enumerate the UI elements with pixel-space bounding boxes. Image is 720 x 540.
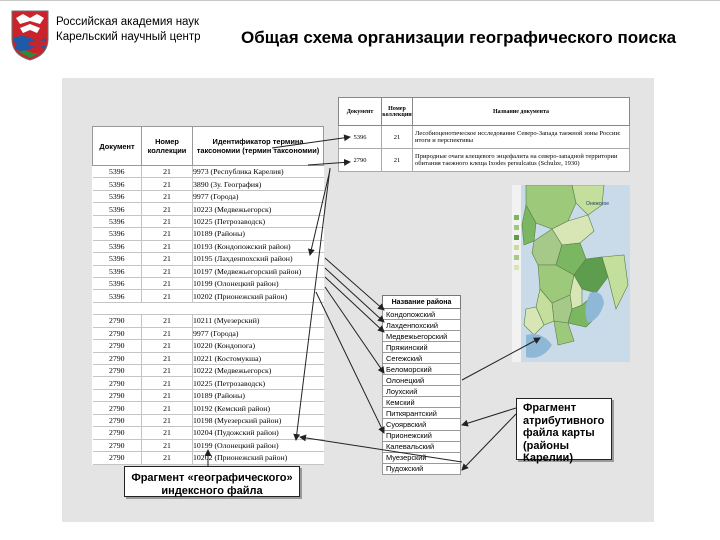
table-row: [93, 340, 324, 352]
table-row: [93, 452, 324, 464]
table-row: [93, 190, 324, 202]
term-cell: 10225 (Петрозаводск): [193, 377, 324, 389]
term-cell: 10195 (Лахденпохский район): [193, 253, 324, 265]
term-cell: 10204 (Пудожский район): [193, 427, 324, 439]
organization-name: [56, 15, 201, 45]
callout-line: Карелии): [523, 452, 573, 464]
map-file-callout: [516, 398, 612, 464]
map-legend-strip: [512, 185, 521, 362]
doc-cell: 5396: [93, 240, 142, 252]
table-row: [93, 290, 324, 302]
term-cell: 10221 (Костомукша): [193, 352, 324, 364]
district-name: Суоярвский: [383, 419, 461, 430]
doc-cell: 2790: [93, 377, 142, 389]
callout-line: атрибутивного: [523, 414, 605, 427]
karelia-districts-map: [512, 185, 630, 362]
coll-cell: 21: [142, 290, 193, 302]
district-table: [382, 295, 461, 475]
coll-cell: 21: [142, 377, 193, 389]
name-cell: Природные очаги клещевого энцефалита на северо-западной территории обитания таежного клеща Ixodes persulcatus (Schulze, 1930): [413, 149, 630, 172]
doc-cell: 5396: [93, 265, 142, 277]
district-name: Медвежьегорский: [383, 331, 461, 342]
term-cell: 10222 (Медвежьегорск): [193, 365, 324, 377]
document-table-header: [339, 98, 630, 126]
list-item: [383, 441, 461, 452]
list-item: [383, 342, 461, 353]
doc-cell: 5396: [93, 215, 142, 227]
district-name: Беломорский: [383, 364, 461, 375]
index-file-callout: [124, 466, 300, 497]
table-row: [93, 427, 324, 439]
coll-cell: 21: [142, 414, 193, 426]
list-item: [383, 353, 461, 364]
district-name: Пряжинский: [383, 342, 461, 353]
callout-line: (районы: [523, 439, 570, 452]
table-row: [339, 149, 630, 172]
name-col-header: Название документа: [413, 98, 630, 126]
district-name: Пудожский: [383, 463, 461, 474]
table-row: [93, 178, 324, 190]
doc-cell: 2790: [93, 352, 142, 364]
table-row: [93, 166, 324, 178]
page-title: Общая схема организации географического поиска: [241, 28, 677, 47]
doc-cell: 2790: [339, 149, 382, 172]
doc-cell: 5396: [93, 203, 142, 215]
district-name: Питкярантский: [383, 408, 461, 419]
district-name: Прионежский: [383, 430, 461, 441]
index-table: [92, 126, 324, 465]
district-rows: [383, 309, 461, 475]
term-cell: 10199 (Олонецкий район): [193, 277, 324, 289]
table-row: [93, 439, 324, 451]
list-item: [383, 364, 461, 375]
term-cell: 10198 (Муезерский район): [193, 414, 324, 426]
doc-cell: 5396: [93, 290, 142, 302]
term-cell: 9973 (Республика Карелия): [193, 166, 324, 178]
coll-col-header: Номер коллекции: [382, 98, 413, 126]
callout-line: Фрагмент: [523, 402, 577, 414]
table-row: [93, 203, 324, 215]
name-cell: Лесобиоценотическое исследование Северо-Запада таежной зоны России: итоги и перспективы: [413, 126, 630, 149]
org-line-1: Российская академия наук: [56, 16, 200, 28]
list-item: [383, 397, 461, 408]
doc-cell: 2790: [93, 414, 142, 426]
coll-cell: 21: [142, 427, 193, 439]
term-cell: 10220 (Кондопога): [193, 340, 324, 352]
list-item: [383, 430, 461, 441]
index-file-callout-text: Фрагмент «географического» индексного файла: [131, 472, 293, 497]
doc-cell: 2790: [93, 315, 142, 327]
district-name: Олонецкий: [383, 375, 461, 386]
index-table-header: [93, 127, 324, 166]
table-row: [93, 265, 324, 277]
coll-cell: 21: [142, 190, 193, 202]
district-name: Кемский: [383, 397, 461, 408]
list-item: [383, 331, 461, 342]
doc-cell: 5396: [93, 190, 142, 202]
table-row: [93, 377, 324, 389]
coll-cell: 21: [142, 178, 193, 190]
doc-cell: 2790: [93, 340, 142, 352]
doc-cell: 5396: [93, 166, 142, 178]
coll-cell: 21: [142, 315, 193, 327]
term-cell: 10199 (Олонецкий район): [193, 439, 324, 451]
district-name: Кондопожский: [383, 309, 461, 320]
doc-cell: 5396: [93, 228, 142, 240]
list-item: [383, 408, 461, 419]
doc-cell: 2790: [93, 439, 142, 451]
coll-cell: 21: [142, 203, 193, 215]
table-row: [93, 327, 324, 339]
table-row: [93, 277, 324, 289]
term-cell: 10202 (Прионежский район): [193, 452, 324, 464]
coll-cell: 21: [382, 126, 413, 149]
district-name: Лоухский: [383, 386, 461, 397]
doc-cell: 2790: [93, 402, 142, 414]
coll-cell: 21: [142, 402, 193, 414]
doc-col-header: Документ: [339, 98, 382, 126]
district-table-header: [383, 296, 461, 309]
coll-cell: 21: [142, 327, 193, 339]
table-row: [93, 253, 324, 265]
district-name: Лахденпохский: [383, 320, 461, 331]
table-row: [339, 126, 630, 149]
org-line-2: Карельский научный центр: [56, 31, 201, 43]
table-row: [93, 402, 324, 414]
term-col-header: Идентификатор термина таксономии (термин таксономии): [193, 127, 324, 166]
doc-cell: 2790: [93, 389, 142, 401]
document-table: [338, 97, 630, 172]
coll-cell: 21: [382, 149, 413, 172]
karelian-center-logo-icon: [10, 9, 50, 61]
term-cell: 10202 (Прионежский район): [193, 290, 324, 302]
coll-cell: 21: [142, 166, 193, 178]
list-item: [383, 463, 461, 474]
term-cell: 10211 (Муезерский): [193, 315, 324, 327]
doc-cell: 2790: [93, 365, 142, 377]
list-item: [383, 419, 461, 430]
term-cell: 10193 (Кондопожский район): [193, 240, 324, 252]
term-cell: 9977 (Города): [193, 327, 324, 339]
table-row: [93, 228, 324, 240]
coll-cell: 21: [142, 365, 193, 377]
term-cell: 9977 (Города): [193, 190, 324, 202]
coll-cell: 21: [142, 389, 193, 401]
table-row: [93, 414, 324, 426]
district-col-header: Название района: [383, 296, 461, 309]
table-row: [93, 389, 324, 401]
coll-cell: 21: [142, 452, 193, 464]
doc-cell: 2790: [93, 327, 142, 339]
table-row: [93, 240, 324, 252]
term-cell: 3890 (3у. География): [193, 178, 324, 190]
table-row-separator: [93, 302, 324, 314]
list-item: [383, 452, 461, 463]
term-cell: 10192 (Кемский район): [193, 402, 324, 414]
doc-cell: 2790: [93, 452, 142, 464]
callout-line: файла карты: [523, 427, 595, 439]
table-row: [93, 215, 324, 227]
list-item: [383, 320, 461, 331]
term-cell: 10189 (Районы): [193, 228, 324, 240]
coll-cell: 21: [142, 340, 193, 352]
index-rows-2790: [93, 315, 324, 464]
coll-cell: 21: [142, 439, 193, 451]
header-rule: [0, 0, 720, 1]
coll-col-header: Номер коллекции: [142, 127, 193, 166]
doc-cell: 2790: [93, 427, 142, 439]
doc-col-header: Документ: [93, 127, 142, 166]
doc-cell: 5396: [93, 277, 142, 289]
term-cell: 10223 (Медвежьегорск): [193, 203, 324, 215]
list-item: [383, 375, 461, 386]
coll-cell: 21: [142, 253, 193, 265]
table-row: [93, 365, 324, 377]
coll-cell: 21: [142, 277, 193, 289]
term-cell: 10225 (Петрозаводск): [193, 215, 324, 227]
list-item: [383, 386, 461, 397]
coll-cell: 21: [142, 352, 193, 364]
coll-cell: 21: [142, 265, 193, 277]
district-name: Калевальский: [383, 441, 461, 452]
doc-cell: 5396: [93, 253, 142, 265]
district-name: Сегежский: [383, 353, 461, 364]
index-rows-5396: [93, 166, 324, 303]
term-cell: 10189 (Районы): [193, 389, 324, 401]
map-label: Онежское: [586, 201, 610, 207]
doc-cell: 5396: [339, 126, 382, 149]
coll-cell: 21: [142, 228, 193, 240]
term-cell: 10197 (Медвежьегорский район): [193, 265, 324, 277]
district-name: Муезерский: [383, 452, 461, 463]
doc-cell: 5396: [93, 178, 142, 190]
coll-cell: 21: [142, 215, 193, 227]
coll-cell: 21: [142, 240, 193, 252]
table-row: [93, 352, 324, 364]
list-item: [383, 309, 461, 320]
table-row: [93, 315, 324, 327]
